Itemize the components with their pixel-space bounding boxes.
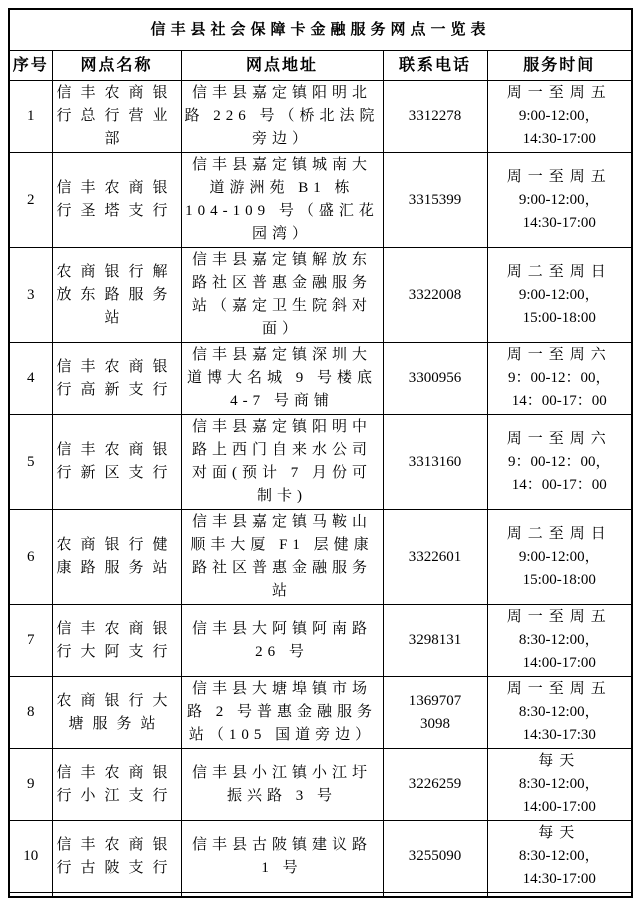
col-header-time: 服务时间: [487, 51, 632, 81]
cell-no: 8: [9, 677, 52, 749]
cell-address: 信丰县小江镇小江圩振兴路 3 号: [181, 749, 383, 821]
cell-time: [487, 343, 632, 415]
service-hours-am: 8:30-12:00，: [518, 776, 600, 792]
table-row: [9, 605, 632, 677]
col-header-address: 网点地址: [181, 51, 383, 81]
cell-name: 农商银行健康路服务站: [52, 510, 181, 605]
cell-time: [487, 677, 632, 749]
service-days: 周一至周六: [506, 347, 612, 363]
cell-name: [52, 893, 181, 898]
cell-phone: [383, 893, 487, 898]
phone-number: 3300956: [408, 370, 462, 387]
service-hours-pm: 14:30-17:00: [522, 871, 596, 887]
cell-time: [487, 153, 632, 248]
cell-phone: [383, 510, 487, 605]
cell-no: 1: [9, 81, 52, 153]
service-hours-am: 8:30-12:00，: [518, 632, 600, 648]
cell-name: 信丰农商银行小江支行: [52, 749, 181, 821]
cell-phone: [383, 749, 487, 821]
cell-no: 4: [9, 343, 52, 415]
cell-phone: [383, 821, 487, 893]
phone-number: 3322008: [408, 286, 462, 303]
col-header-no: 序号: [9, 51, 52, 81]
cell-phone: [383, 153, 487, 248]
service-days: 周二至周日: [506, 525, 612, 542]
service-days: 每天: [538, 825, 581, 841]
table-header-row: [9, 51, 632, 81]
cell-address: 信丰县大塘埠镇市场路 2 号普惠金融服务站（105 国道旁边）: [181, 677, 383, 749]
cell-name: 信丰农商银行古陂支行: [52, 821, 181, 893]
cell-time: [487, 81, 632, 153]
service-hours-pm: 14:30-17:30: [522, 727, 596, 743]
cell-no: 10: [9, 821, 52, 893]
service-hours-pm: 14:00-17:00: [522, 655, 596, 671]
cell-time: [487, 893, 632, 898]
table-row-partial: [9, 893, 632, 898]
cell-name: 农商银行解放东路服务站: [52, 248, 181, 343]
service-days: 周一至周五: [506, 168, 612, 185]
cell-no: 5: [9, 415, 52, 510]
cell-no: 2: [9, 153, 52, 248]
cell-time: [487, 605, 632, 677]
cell-phone: [383, 605, 487, 677]
cell-address: 信丰县嘉定镇解放东路社区普惠金融服务站（嘉定卫生院斜对面）: [181, 248, 383, 343]
service-network-table: [8, 8, 633, 898]
table-row: [9, 510, 632, 605]
service-hours-am: 9:00-12:00，: [518, 286, 600, 303]
cell-address: [181, 893, 383, 898]
phone-number: 3255090: [408, 848, 462, 865]
phone-number: 3315399: [408, 191, 462, 208]
service-days: 周一至周五: [506, 681, 612, 697]
table-row: [9, 248, 632, 343]
cell-phone: [383, 248, 487, 343]
cell-name: 信丰农商银行新区支行: [52, 415, 181, 510]
cell-phone: [383, 677, 487, 749]
service-hours-am: 9:00-12:00，: [518, 108, 600, 124]
cell-no: 9: [9, 749, 52, 821]
cell-address: 信丰县嘉定镇马鞍山顺丰大厦 F1 层健康路社区普惠金融服务站: [181, 510, 383, 605]
phone-number: 3312278: [408, 108, 462, 125]
service-hours-pm: 15:00-18:00: [522, 309, 596, 326]
service-hours-am: 9:00-12:00，: [518, 191, 600, 208]
cell-phone: [383, 81, 487, 153]
phone-number: 3298131: [408, 632, 462, 649]
table-row: [9, 821, 632, 893]
cell-name: 信丰农商银行圣塔支行: [52, 153, 181, 248]
cell-address: 信丰县嘉定镇阳明中路上西门自来水公司对面(预计 7 月份可制卡): [181, 415, 383, 510]
col-header-phone: 联系电话: [383, 51, 487, 81]
cell-name: 信丰农商银行大阿支行: [52, 605, 181, 677]
cell-phone: [383, 343, 487, 415]
service-hours-pm: 15:00-18:00: [522, 571, 596, 588]
service-days: 周二至周日: [506, 263, 612, 280]
cell-time: [487, 248, 632, 343]
service-hours-am: 9:00-12:00，: [518, 548, 600, 565]
table-row: [9, 415, 632, 510]
cell-no: 7: [9, 605, 52, 677]
service-hours-am: 9：00-12：00，: [508, 453, 611, 470]
cell-no: [9, 893, 52, 898]
service-days: 每天: [538, 753, 581, 769]
cell-time: [487, 821, 632, 893]
cell-address: 信丰县古陂镇建议路 1 号: [181, 821, 383, 893]
cell-address: 信丰县大阿镇阿南路 26 号: [181, 605, 383, 677]
table-row: [9, 749, 632, 821]
cell-no: 6: [9, 510, 52, 605]
cell-no: 3: [9, 248, 52, 343]
col-header-name: 网点名称: [52, 51, 181, 81]
cell-address: 信丰县嘉定镇阳明北路 226 号（桥北法院旁边）: [181, 81, 383, 153]
table-row: [9, 343, 632, 415]
cell-name: 农商银行大塘服务站: [52, 677, 181, 749]
cell-name: 信丰农商银行总行营业部: [52, 81, 181, 153]
cell-time: [487, 749, 632, 821]
service-days: 周一至周五: [506, 609, 612, 625]
phone-number: 13697073098: [408, 692, 462, 732]
phone-number: 3322601: [408, 548, 462, 565]
service-hours-am: 8:30-12:00，: [518, 704, 600, 720]
cell-time: [487, 415, 632, 510]
document-page: [0, 8, 638, 887]
phone-number: 3313160: [408, 453, 462, 470]
cell-phone: [383, 415, 487, 510]
service-hours-am: 9：00-12：00，: [508, 370, 611, 386]
service-hours-pm: 14：00-17：00: [511, 393, 607, 409]
table-row: [9, 81, 632, 153]
table-title-row: [9, 9, 632, 51]
service-days: 周一至周五: [506, 85, 612, 101]
table-row: [9, 677, 632, 749]
cell-name: 信丰农商银行高新支行: [52, 343, 181, 415]
service-hours-pm: 14:30-17:00: [522, 214, 596, 231]
service-hours-am: 8:30-12:00，: [518, 848, 600, 864]
service-hours-pm: 14:30-17:00: [522, 131, 596, 147]
service-hours-pm: 14：00-17：00: [511, 476, 607, 493]
cell-address: 信丰县嘉定镇深圳大道博大名城 9 号楼底 4-7 号商铺: [181, 343, 383, 415]
cell-address: 信丰县嘉定镇城南大道游洲苑 B1 栋 104-109 号（盛汇花园湾）: [181, 153, 383, 248]
cell-time: [487, 510, 632, 605]
service-hours-pm: 14:00-17:00: [522, 799, 596, 815]
table-row: [9, 153, 632, 248]
phone-number: 3226259: [408, 776, 462, 793]
table-title: 信丰县社会保障卡金融服务网点一览表: [9, 9, 632, 51]
service-days: 周一至周六: [506, 430, 612, 447]
